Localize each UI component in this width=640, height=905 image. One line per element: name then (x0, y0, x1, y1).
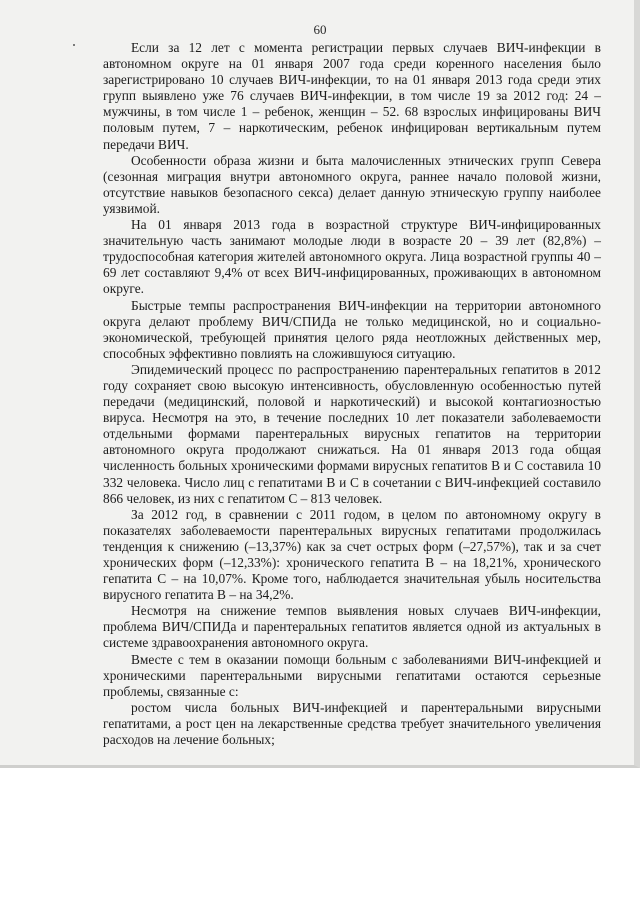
body-text (103, 40, 601, 748)
paragraph: Быстрые темпы распространения ВИЧ-инфекции на территории автономного округа делают проблему ВИЧ/СПИДа не только медицинской, но и социально-экономической, требующей принятия целого ряда неотложных действенных мер, способных эффективно повлиять на сложившуюся ситуацию. (103, 297, 601, 361)
paragraph: Особенности образа жизни и быта малочисленных этнических групп Севера (сезонная миграция внутри автономного округа, раннее начало половой жизни, отсутствие навыков безопасного секса) делает данную этническую группу наиболее уязвимой. (103, 152, 601, 216)
paragraph: Вместе с тем в оказании помощи больным с заболеваниями ВИЧ-инфекцией и хроническими парентеральными вирусными гепатитами остаются серьезные проблемы, связанные с: (103, 651, 601, 699)
scan-speck (73, 44, 75, 46)
page-number: 60 (313, 22, 327, 37)
paragraph: Если за 12 лет с момента регистрации первых случаев ВИЧ-инфекции в автономном округе на 01 января 2007 года среди коренного населения было зарегистрировано 10 случаев ВИЧ-инфекции, то на 01 января 2013 года среди этих групп выявлено уже 76 случаев ВИЧ-инфекции, в том числе 19 за 2012 год: 24 – мужчины, в том числе 1 – ребенок, женщин – 52. 68 взрослых инфицированы ВИЧ половым путем, 7 – наркотическим, ребенок инфицирован вертикальным путем передачи ВИЧ. (103, 40, 601, 152)
paragraph: Эпидемический процесс по распространению парентеральных гепатитов в 2012 году сохраняет свою высокую интенсивность, обусловленную особенностью путей передачи (медицинский, половой и наркотический) и высокой контагиозностью вируса. Несмотря на это, в течение последних 10 лет показатели заболеваемости отдельными формами парентеральных вирусных гепатитов на территории автономного округа продолжают снижаться. На 01 января 2013 года общая численность больных хроническими формами вирусных гепатитов В и С составила 10 332 человека. Число лиц с гепатитами В и С в сочетании с ВИЧ-инфекцией составило 866 человек, из них с гепатитом С – 813 человек. (103, 361, 601, 506)
paragraph: За 2012 год, в сравнении с 2011 годом, в целом по автономному округу в показателях заболеваемости парентеральных вирусных гепатитами продолжилась тенденция к снижению (–13,37%) как за счет острых форм (–27,57%), так и за счет хронических форм (–12,33%): хронического гепатита В – на 18,21%, хронического гепатита С – на 10,07%. Кроме того, наблюдается значительная убыль носительства вирусного гепатита В – на 34,2%. (103, 506, 601, 603)
paragraph: На 01 января 2013 года в возрастной структуре ВИЧ-инфицированных значительную часть занимают молодые люди в возрасте 20 – 39 лет (82,8%) – трудоспособная категория жителей автономного округа. Лица возрастной группы 40 – 69 лет составляют 9,4% от всех ВИЧ-инфицированных, проживающих в автономном округе. (103, 217, 601, 297)
paragraph: Несмотря на снижение темпов выявления новых случаев ВИЧ-инфекции, проблема ВИЧ/СПИДа и парентеральных гепатитов является одной из актуальных в системе здравоохранения автономного округа. (103, 603, 601, 651)
paragraph: ростом числа больных ВИЧ-инфекцией и парентеральными вирусными гепатитами, а рост цен на лекарственные средства требует значительного увеличения расходов на лечение больных; (103, 699, 601, 748)
